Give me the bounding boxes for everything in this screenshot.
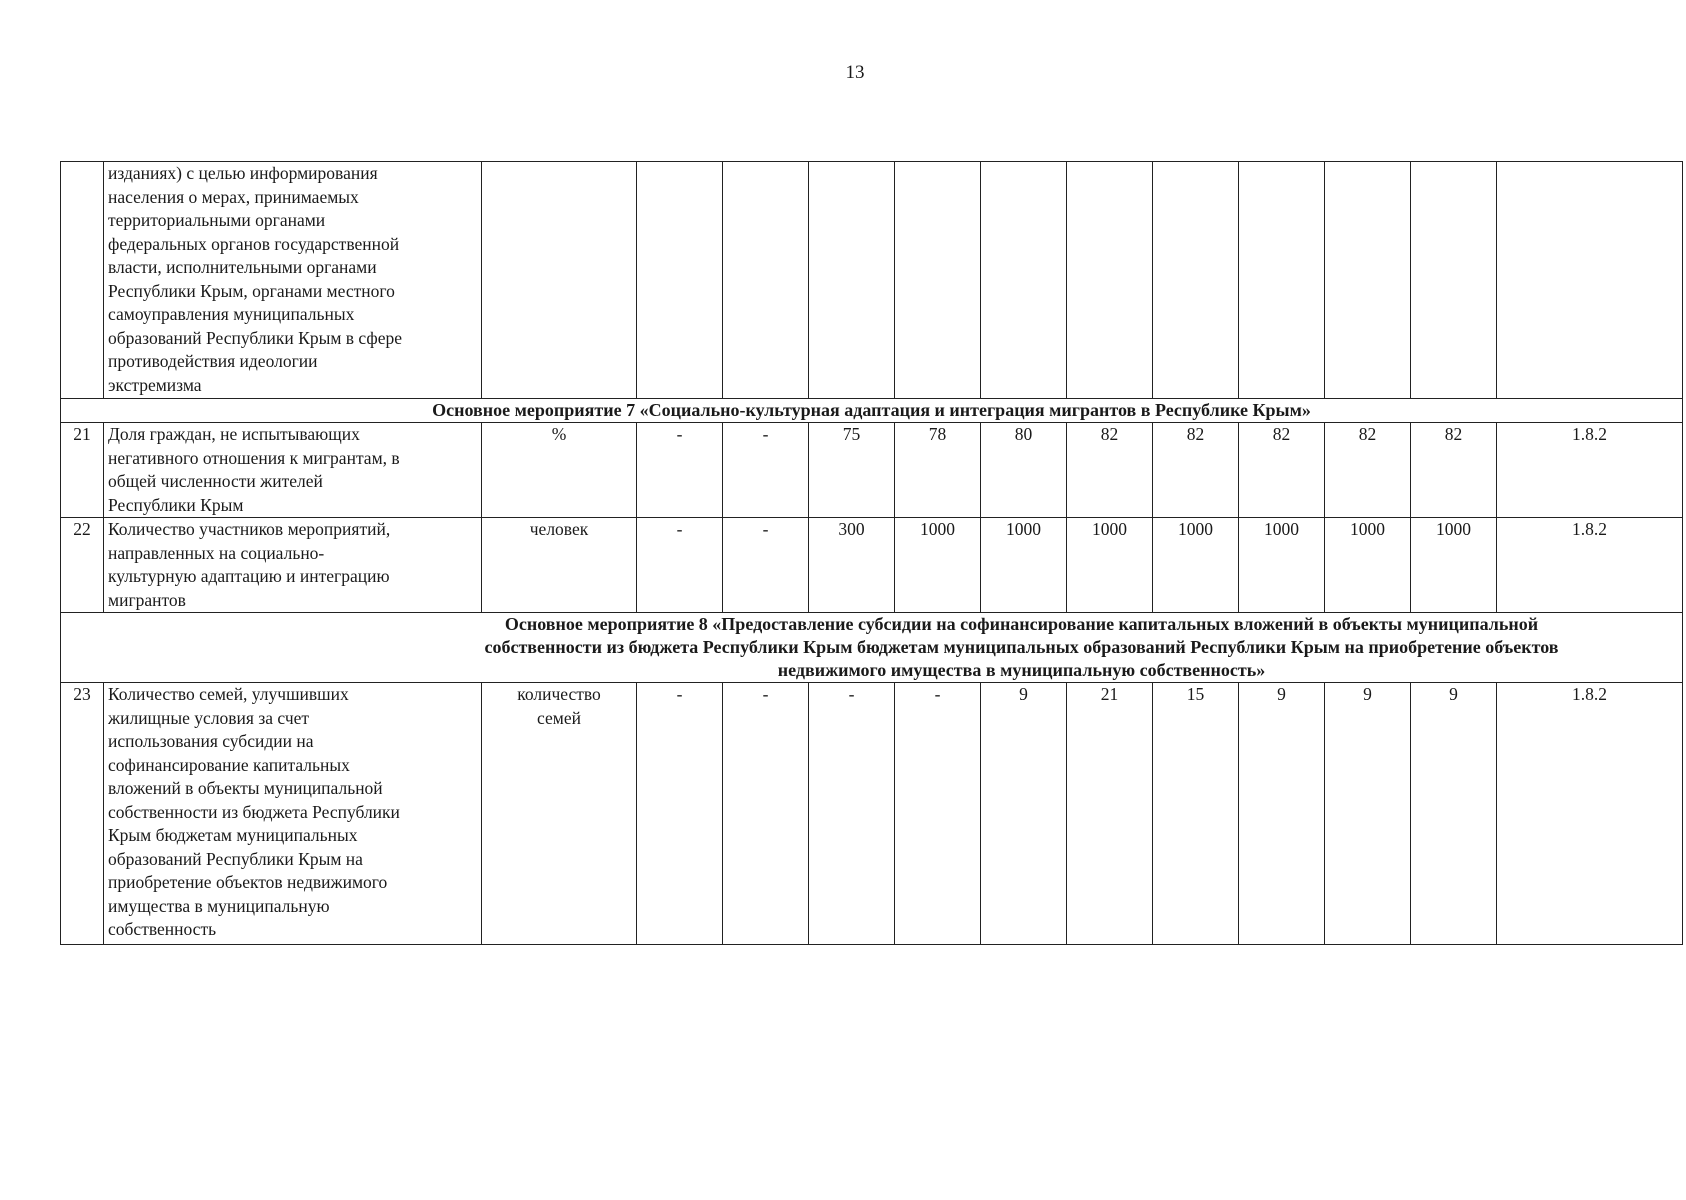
value-cell: - [637,518,723,613]
table-row-continuation [61,162,1683,399]
value-cell [895,162,981,399]
value-cell: - [723,518,809,613]
table-row [61,683,1683,945]
value-cell: 82 [1411,423,1497,518]
section-8-line: Основное мероприятие 8 «Предоставление субсидии на софинансирование капитальных вложений в объекты муниципальной [504,614,1539,634]
value-cell: 1000 [1153,518,1239,613]
value-cell: 1000 [895,518,981,613]
value-cell: 21 [1067,683,1153,945]
unit-cell: количество семей [482,683,637,945]
value-cell: 9 [1325,683,1411,945]
value-cell: 1000 [1411,518,1497,613]
value-cell [1153,162,1239,399]
row-number: 22 [61,518,104,613]
table-row [61,518,1683,613]
value-cell: - [637,423,723,518]
value-cell: 82 [1239,423,1325,518]
section-header-row [61,613,1683,683]
value-cell: 78 [895,423,981,518]
value-cell [1067,162,1153,399]
row-number: 21 [61,423,104,518]
value-cell: 1000 [1067,518,1153,613]
indicator-description: Доля граждан, не испытывающих негативного отношения к мигрантам, в общей численности жителей Республики Крым [104,423,482,518]
value-cell [637,162,723,399]
indicator-description: изданиях) с целью информирования населения о мерах, принимаемых территориальными органами федеральных органов государственной власти, исполнительными органами Республики Крым, органами местного самоуправления муниципальных образований Республики Крым в сфере противодействия идеологии экстремизма [104,162,482,399]
section-8-title [61,613,1683,683]
section-7-title: Основное мероприятие 7 «Социально-культурная адаптация и интеграция мигрантов в Республике Крым» [61,399,1683,423]
indicator-description: Количество семей, улучшивших жилищные условия за счет использования субсидии на софинансирование капитальных вложений в объекты муниципальной собственности из бюджета Республики Крым бюджетам муниципальных образований Республики Крым на приобретение объектов недвижимого имущества в муниципальную собственность [104,683,482,945]
value-cell [1325,162,1411,399]
value-cell [809,162,895,399]
value-cell [723,162,809,399]
indicators-table [60,161,1683,945]
row-number-cell [61,162,104,399]
section-8-line: собственности из бюджета Республики Крым бюджетам муниципальных образований Республики Крым на приобретение объектов [484,637,1559,657]
reference-cell: 1.8.2 [1497,518,1683,613]
section-header-row [61,399,1683,423]
value-cell [981,162,1067,399]
unit-cell [482,162,637,399]
value-cell: - [723,683,809,945]
page-number: 13 [845,62,865,83]
indicator-description: Количество участников мероприятий, направленных на социально- культурную адаптацию и интеграцию мигрантов [104,518,482,613]
value-cell: 9 [1239,683,1325,945]
table-row [61,423,1683,518]
value-cell: 75 [809,423,895,518]
row-number: 23 [61,683,104,945]
value-cell: - [809,683,895,945]
value-cell [1411,162,1497,399]
value-cell: - [637,683,723,945]
value-cell: 300 [809,518,895,613]
value-cell: 82 [1067,423,1153,518]
value-cell [1239,162,1325,399]
value-cell: - [895,683,981,945]
value-cell: 1000 [981,518,1067,613]
value-cell: 82 [1153,423,1239,518]
value-cell: 80 [981,423,1067,518]
value-cell: 15 [1153,683,1239,945]
value-cell: - [723,423,809,518]
value-cell: 1000 [1239,518,1325,613]
reference-cell [1497,162,1683,399]
value-cell: 1000 [1325,518,1411,613]
value-cell: 9 [1411,683,1497,945]
value-cell: 82 [1325,423,1411,518]
reference-cell: 1.8.2 [1497,423,1683,518]
unit-cell: человек [482,518,637,613]
section-8-line: недвижимого имущества в муниципальную собственность» [777,660,1266,680]
value-cell: 9 [981,683,1067,945]
unit-cell: % [482,423,637,518]
reference-cell: 1.8.2 [1497,683,1683,945]
